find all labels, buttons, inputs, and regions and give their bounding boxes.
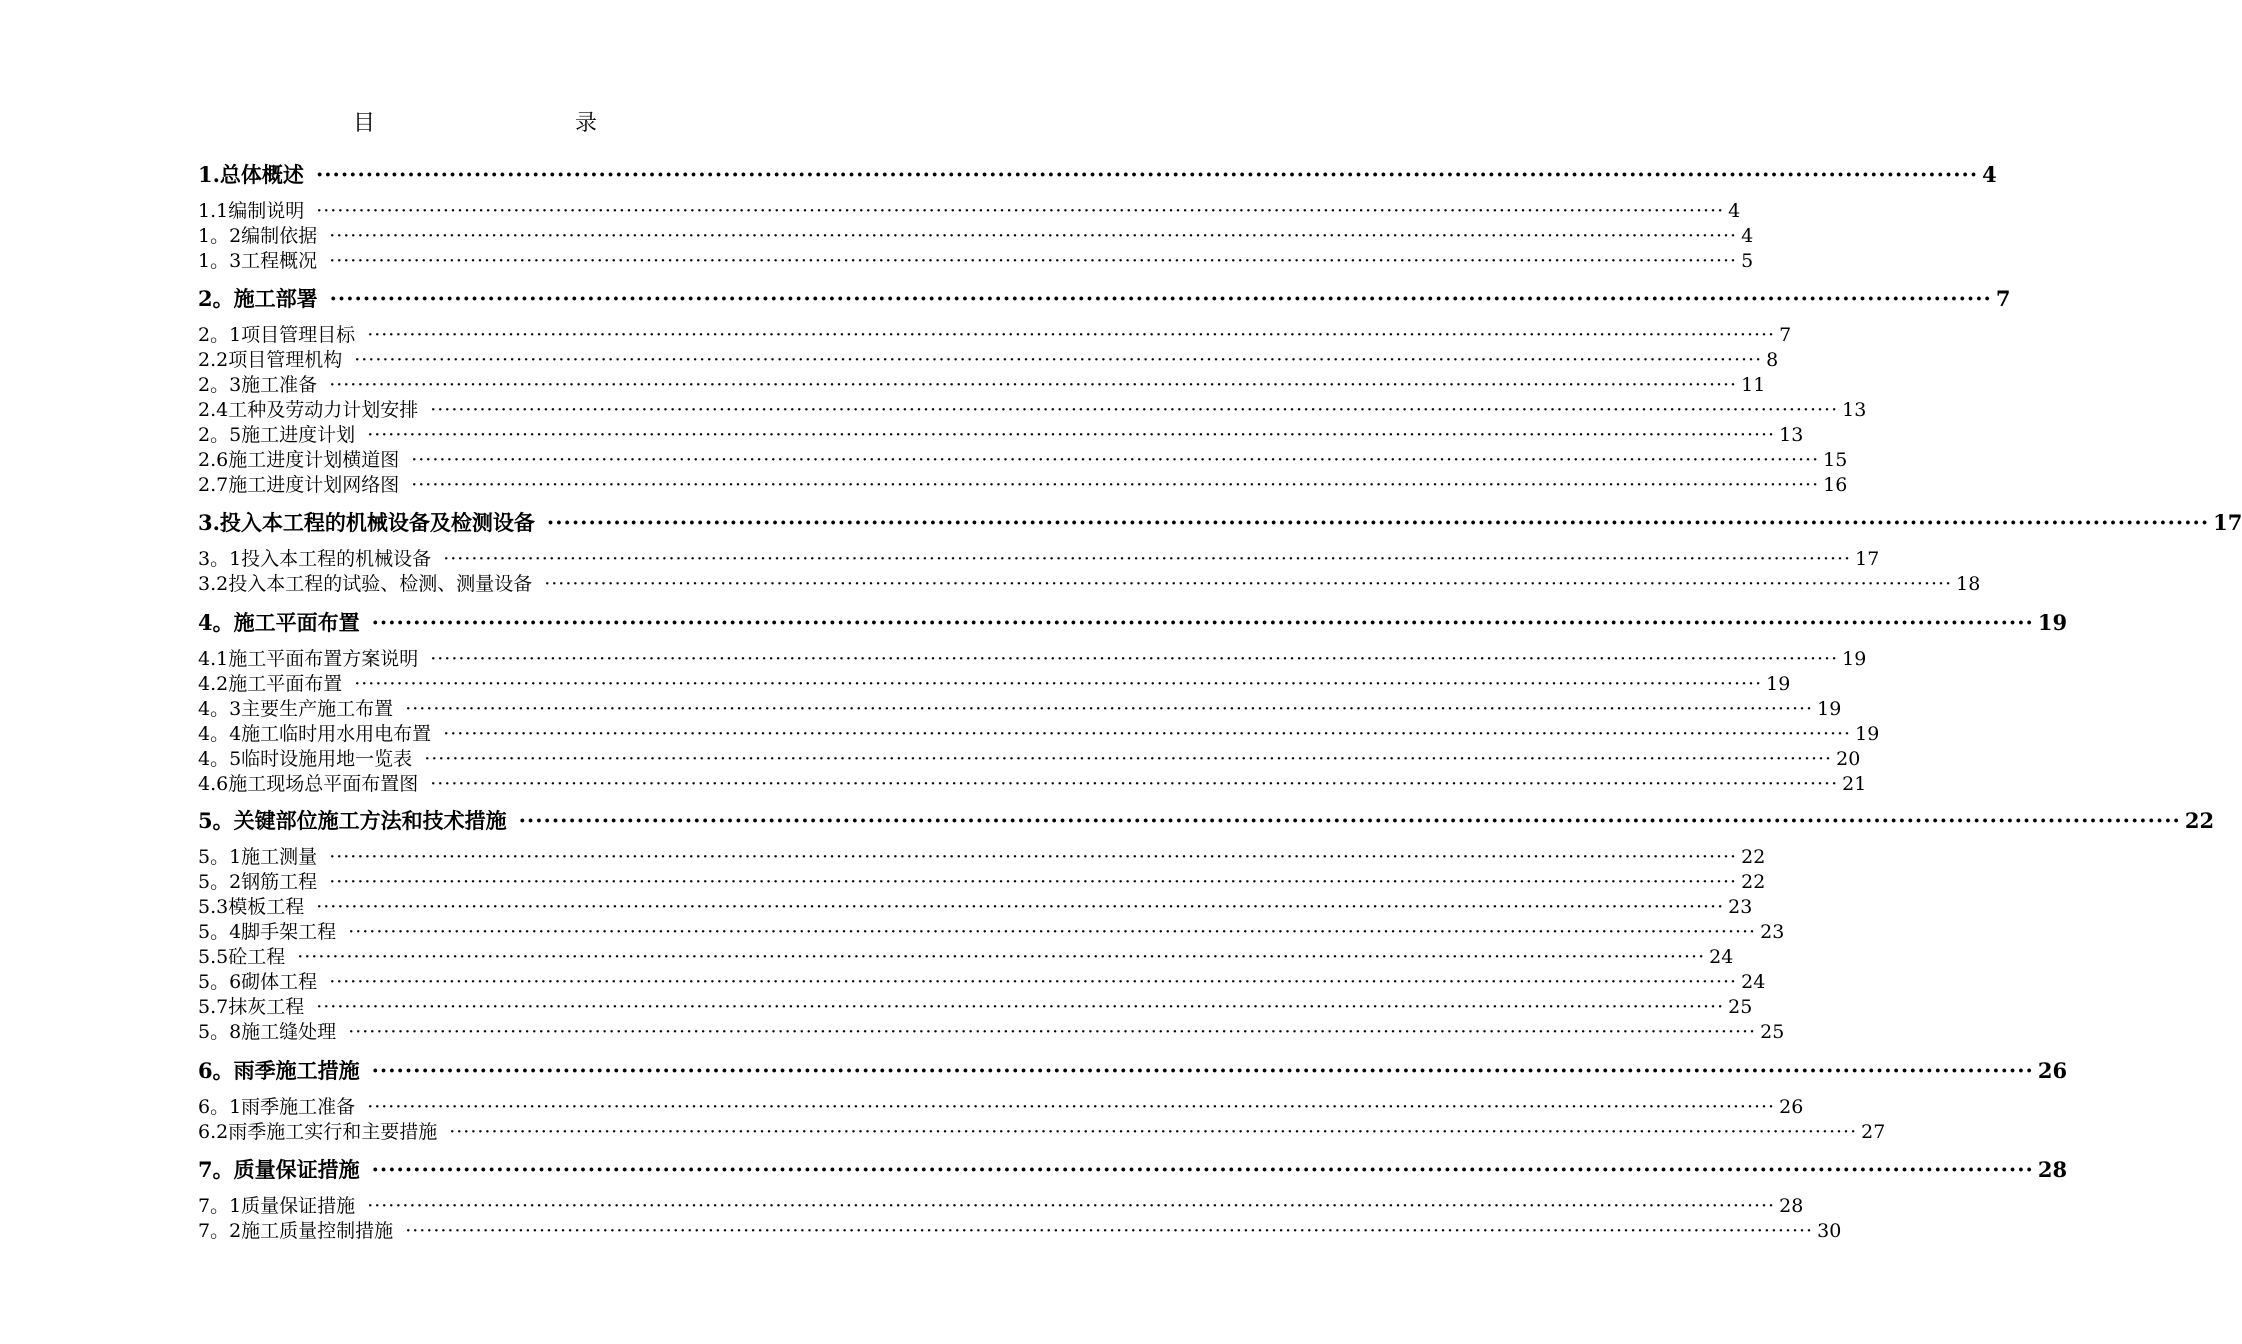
toc-entry-title: 2.2项目管理机构 [198,349,343,371]
dot-leader: ········································································································································································································ [316,896,1725,918]
toc-section-page-number: 7 [1995,286,2011,311]
toc-entry-title: 2.6施工进度计划横道图 [198,449,400,471]
toc-entry[interactable] [198,995,1753,1020]
toc-entry-title: 4。4施工临时用水用电布置 [198,723,432,745]
toc-section[interactable] [198,608,2068,638]
toc-entry[interactable] [198,448,1848,473]
toc-entry[interactable] [198,845,1766,870]
toc-entry-page-number: 24 [1741,971,1766,993]
dot-leader: ········································································································································································································ [367,1195,1776,1217]
toc-entry[interactable] [198,870,1766,895]
dot-leader: ········································································································································································································ [348,921,1757,943]
toc-entry-title: 6.2雨季施工实行和主要措施 [198,1121,438,1143]
toc-entry[interactable] [198,1095,1804,1120]
toc-entry[interactable] [198,697,1842,722]
toc-section[interactable] [198,1056,2068,1086]
dot-leader: ········································································································································································································ [316,200,1725,222]
dot-leader: ········································································································································································································ [518,808,2181,833]
toc-entry-page-number: 19 [1817,698,1842,720]
toc-section[interactable] [198,806,2215,836]
toc-entry-page-number: 13 [1779,424,1804,446]
toc-entry-page-number: 8 [1766,349,1779,371]
dot-leader: ········································································································································································································ [329,871,1738,893]
dot-leader: ········································································································································································································ [405,698,1814,720]
toc-entry-page-number: 19 [1842,648,1867,670]
toc-section-page-number: 22 [2184,808,2215,833]
dot-leader: ········································································································································································································ [354,349,1763,371]
toc-entry-title: 2.4工种及劳动力计划安排 [198,399,419,421]
toc-entry-title: 4.2施工平面布置 [198,673,343,695]
toc-entry-page-number: 22 [1741,871,1766,893]
toc-entry-page-number: 16 [1823,474,1848,496]
toc-entry[interactable] [198,249,1754,274]
dot-leader: ········································································································································································································ [371,1058,2034,1083]
toc-entry-page-number: 21 [1842,773,1867,795]
toc-entry-page-number: 27 [1861,1121,1886,1143]
dot-leader: ········································································································································································································ [329,374,1738,396]
toc-entry-page-number: 5 [1741,250,1754,272]
toc-section-title: 7。质量保证措施 [198,1157,360,1182]
dot-leader: ········································································································································································································ [430,648,1839,670]
toc-entry-title: 4。5临时设施用地一览表 [198,748,413,770]
toc-entry-title: 1。3工程概况 [198,250,318,272]
toc-entry-title: 6。1雨季施工准备 [198,1096,356,1118]
toc-entry-page-number: 28 [1779,1195,1804,1217]
dot-leader: ········································································································································································································ [329,971,1738,993]
toc-entry-title: 5.7抹灰工程 [198,996,305,1018]
toc-entry-page-number: 25 [1760,1021,1785,1043]
toc-section-title: 6。雨季施工措施 [198,1058,360,1083]
toc-entry-title: 2。1项目管理目标 [198,324,356,346]
toc-entry-title: 1。2编制依据 [198,225,318,247]
dot-leader: ········································································································································································································ [329,286,1992,311]
toc-entry-title: 1.1编制说明 [198,200,305,222]
dot-leader: ········································································································································································································ [367,324,1776,346]
toc-entry[interactable] [198,945,1734,970]
toc-entry-title: 4。3主要生产施工布置 [198,698,394,720]
toc-entry[interactable] [198,398,1867,423]
dot-leader: ········································································································································································································ [316,996,1725,1018]
toc-section-page-number: 19 [2037,610,2068,635]
dot-leader: ········································································································································································································ [424,748,1833,770]
toc-section[interactable] [198,284,2011,314]
toc-entry[interactable] [198,672,1791,697]
toc-entry[interactable] [198,1194,1804,1219]
dot-leader: ········································································································································································································ [354,673,1763,695]
toc-section-title: 2。施工部署 [198,286,318,311]
toc-entry-page-number: 20 [1836,748,1861,770]
toc-entry-page-number: 13 [1842,399,1867,421]
toc-entry-title: 3.2投入本工程的试验、检测、测量设备 [198,573,533,595]
dot-leader: ········································································································································································································ [315,162,1979,187]
toc-entry-page-number: 18 [1956,573,1981,595]
toc-entry[interactable] [198,895,1753,920]
dot-leader: ········································································································································································································ [544,573,1953,595]
toc-entry[interactable] [198,1120,1886,1145]
toc-section-page-number: 26 [2037,1058,2068,1083]
dot-leader: ········································································································································································································ [367,424,1776,446]
toc-title: 目 录 [352,111,649,136]
toc-entry[interactable] [198,224,1754,249]
dot-leader: ········································································································································································································ [546,510,2210,535]
toc-entry[interactable] [198,970,1766,995]
dot-leader: ········································································································································································································ [411,449,1820,471]
toc-entry[interactable] [198,1020,1785,1045]
toc-entry-title: 5。8施工缝处理 [198,1021,337,1043]
toc-entry[interactable] [198,772,1867,797]
toc-entry-title: 5。1施工测量 [198,846,318,868]
toc-section-page-number: 28 [2037,1157,2068,1182]
dot-leader: ········································································································································································································ [449,1121,1858,1143]
toc-entry-title: 7。1质量保证措施 [198,1195,356,1217]
dot-leader: ········································································································································································································ [430,773,1839,795]
toc-entry[interactable] [198,647,1867,672]
dot-leader: ········································································································································································································ [348,1021,1757,1043]
toc-entry-title: 5。2钢筋工程 [198,871,318,893]
dot-leader: ········································································································································································································ [443,548,1852,570]
toc-entry[interactable] [198,373,1766,398]
dot-leader: ········································································································································································································ [367,1096,1776,1118]
toc-entry-title: 2。3施工准备 [198,374,318,396]
toc-entry-page-number: 19 [1766,673,1791,695]
toc-entry-page-number: 30 [1817,1220,1842,1242]
toc-entry-page-number: 25 [1728,996,1753,1018]
toc-entry-title: 3。1投入本工程的机械设备 [198,548,432,570]
toc-section[interactable] [198,508,2242,538]
toc-entry-page-number: 4 [1728,200,1741,222]
dot-leader: ········································································································································································································ [329,225,1738,247]
dot-leader: ········································································································································································································ [329,846,1738,868]
toc-entry[interactable] [198,348,1779,373]
dot-leader: ········································································································································································································ [411,474,1820,496]
toc-entry-title: 5。4脚手架工程 [198,921,337,943]
toc-entry-title: 4.1施工平面布置方案说明 [198,648,419,670]
dot-leader: ········································································································································································································ [430,399,1839,421]
toc-entry[interactable] [198,722,1880,747]
dot-leader: ········································································································································································································ [329,250,1738,272]
toc-section[interactable] [198,1155,2068,1185]
toc-entry-page-number: 15 [1823,449,1848,471]
toc-entry-title: 5.5砼工程 [198,946,286,968]
toc-entry-title: 4.6施工现场总平面布置图 [198,773,419,795]
dot-leader: ········································································································································································································ [443,723,1852,745]
toc-entry-title: 5。6砌体工程 [198,971,318,993]
dot-leader: ········································································································································································································ [371,1157,2034,1182]
dot-leader: ········································································································································································································ [405,1220,1814,1242]
toc-section-title: 1.总体概述 [198,162,304,187]
toc-entry[interactable] [198,920,1785,945]
toc-section-title: 5。关键部位施工方法和技术措施 [198,808,507,833]
dot-leader: ········································································································································································································ [371,610,2034,635]
toc-entry-title: 5.3模板工程 [198,896,305,918]
toc-entry[interactable] [198,1219,1842,1244]
toc-section-title: 3.投入本工程的机械设备及检测设备 [198,510,535,535]
toc-section[interactable] [198,160,1997,190]
toc-entry[interactable] [198,547,1880,572]
toc-entry-page-number: 4 [1741,225,1754,247]
toc-entry-page-number: 24 [1709,946,1734,968]
toc-entry-page-number: 7 [1779,324,1792,346]
toc-entry[interactable] [198,572,1981,597]
toc-section-title: 4。施工平面布置 [198,610,360,635]
toc-entry-page-number: 19 [1855,723,1880,745]
toc-entry-page-number: 23 [1728,896,1753,918]
toc-entry-page-number: 23 [1760,921,1785,943]
toc-entry-page-number: 11 [1741,374,1766,396]
toc-entry-page-number: 22 [1741,846,1766,868]
toc-section-page-number: 17 [2213,510,2242,535]
toc-entry-page-number: 17 [1855,548,1880,570]
toc-entry[interactable] [198,199,1741,224]
toc-entry-title: 2。5施工进度计划 [198,424,356,446]
toc-section-page-number: 4 [1982,162,1997,187]
toc-entry-page-number: 26 [1779,1096,1804,1118]
toc-entry[interactable] [198,323,1792,348]
toc-entry[interactable] [198,747,1861,772]
toc-entry-title: 2.7施工进度计划网络图 [198,474,400,496]
dot-leader: ········································································································································································································ [297,946,1706,968]
toc-entry[interactable] [198,423,1804,448]
toc-entry[interactable] [198,473,1848,498]
toc-entry-title: 7。2施工质量控制措施 [198,1220,394,1242]
